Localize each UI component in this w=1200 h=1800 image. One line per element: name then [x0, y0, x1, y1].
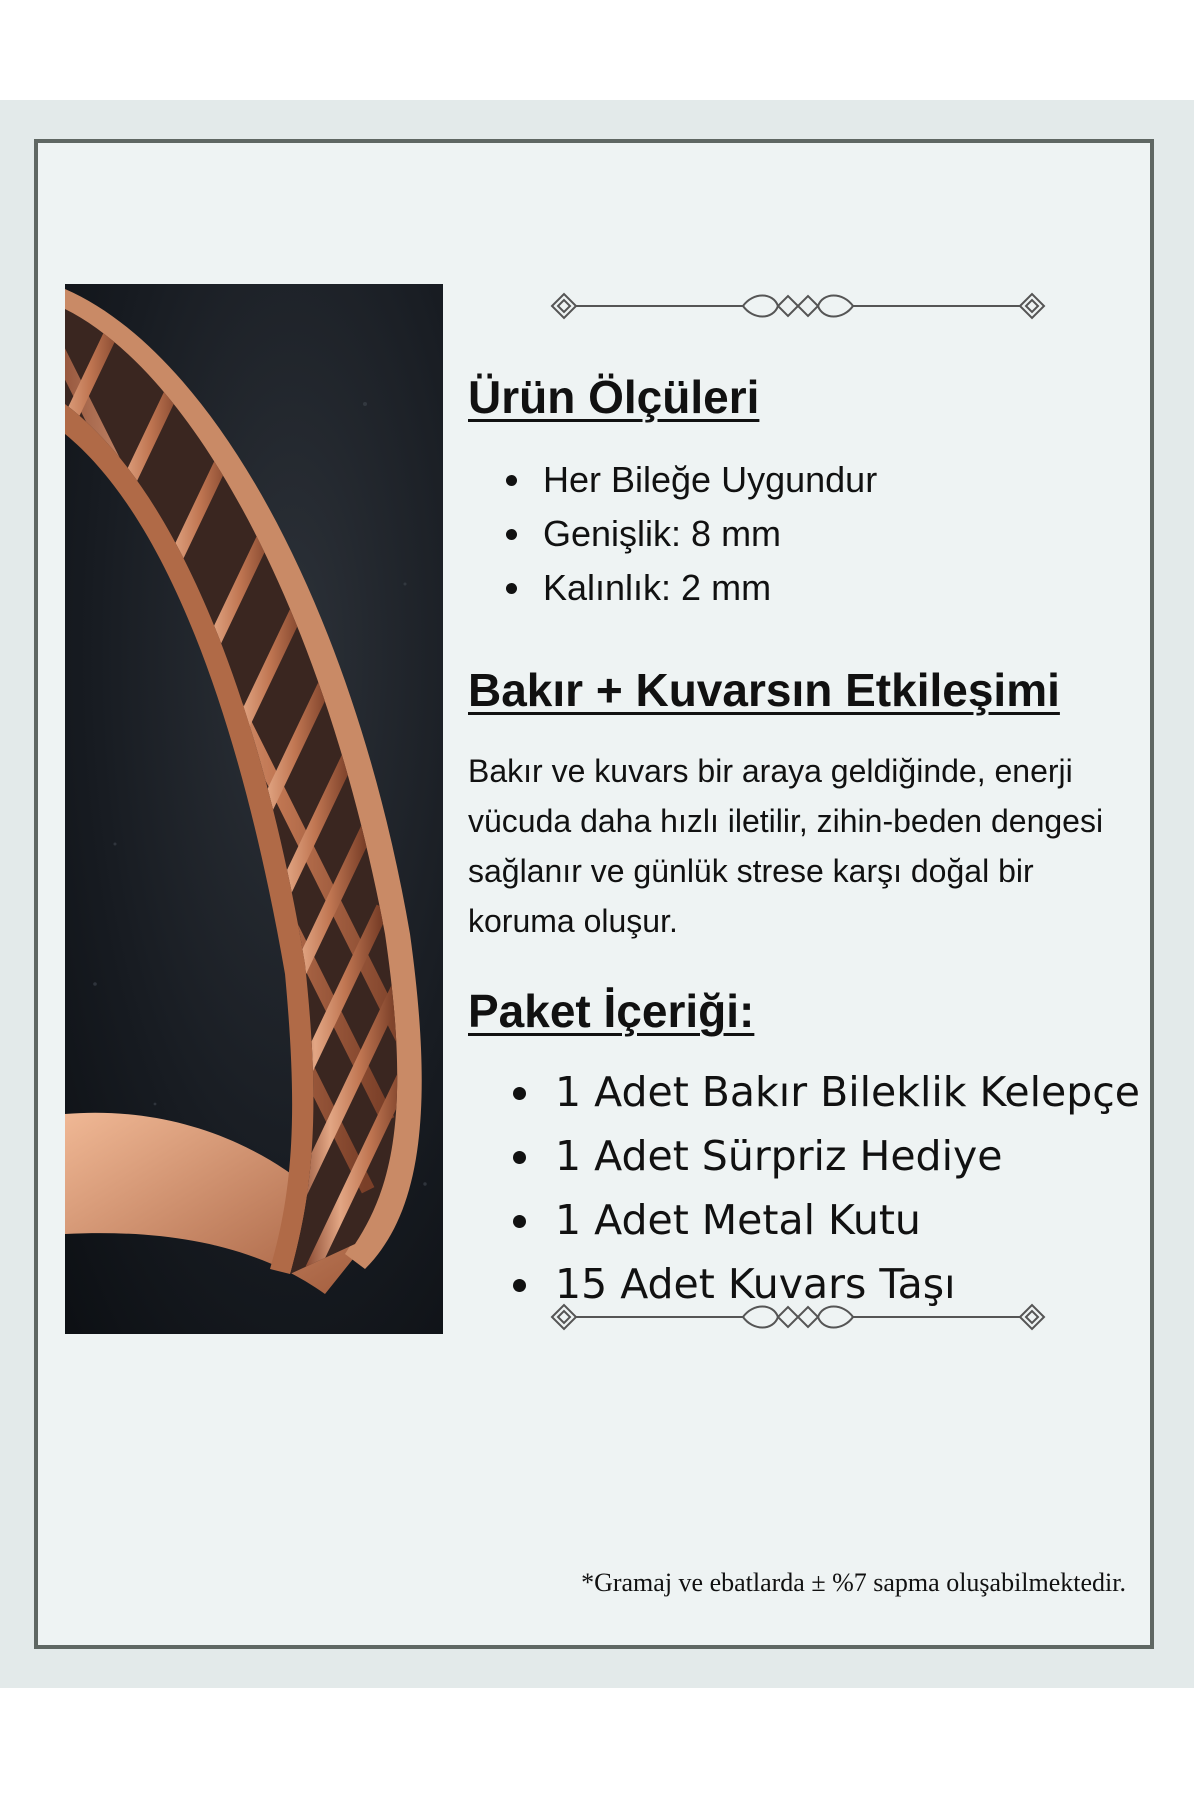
interaction-text: Bakır ve kuvars bir araya geldiğinde, enerji vücuda daha hızlı iletilir, zihin-beden dengesi sağlanır ve günlük strese karşı doğal bir koruma oluşur.	[468, 753, 1104, 940]
list-item: • Kalınlık: 2 mm	[535, 561, 1148, 615]
footnote: *Gramaj ve ebatlarda ± %7 sapma oluşabilmektedir.	[581, 1568, 1126, 1597]
dimensions-title: Ürün Ölçüleri	[468, 371, 760, 423]
content-column	[468, 370, 1148, 1316]
interaction-title: Bakır + Kuvarsın Etkileşimi	[468, 664, 1060, 717]
list-item: • 1 Adet Metal Kutu	[545, 1188, 1148, 1252]
copper-bracelet-image	[65, 284, 443, 1334]
bottom-ornament	[548, 1295, 1048, 1339]
product-photo	[65, 284, 443, 1334]
list-item: • Her Bileğe Uygundur	[535, 453, 1148, 507]
package-title: Paket İçeriği:	[468, 985, 755, 1038]
package-list	[468, 1060, 1148, 1316]
list-item: • Genişlik: 8 mm	[535, 507, 1148, 561]
top-ornament	[548, 284, 1048, 328]
dimensions-list	[468, 453, 1148, 615]
list-item: • 15 Adet Kuvars Taşı	[545, 1252, 1148, 1316]
list-item: • 1 Adet Sürpriz Hediye	[545, 1124, 1148, 1188]
list-item: • 1 Adet Bakır Bileklik Kelepçe	[545, 1060, 1148, 1124]
